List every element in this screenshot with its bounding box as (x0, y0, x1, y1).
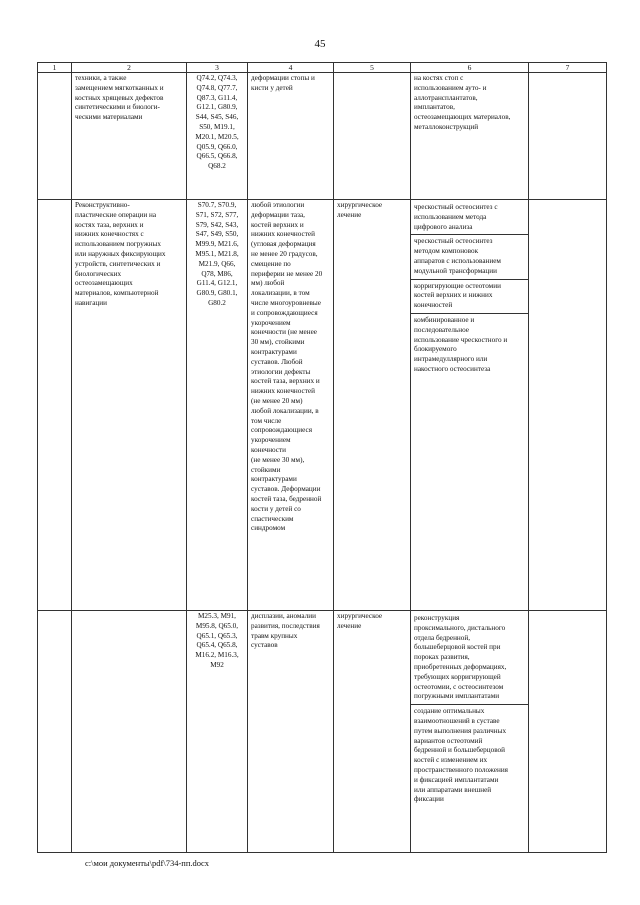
treatment-method-item (411, 704, 528, 807)
col-header-4: 4 (248, 63, 334, 73)
intervention-name: техники, а также замещением мягкотканных и костных хрящевых дефектов синтетическими и биологи- ческими материалами (75, 74, 164, 122)
icd-codes: S70.7, S70.9, S71, S72, S77, S79, S42, S43, S47, S49, S50, M99.9, M21.6, M95.1, M21.8, M21.9, Q66, Q78, M86, G11.4, G12.1, G80.9, G80.1, G80.2 (195, 201, 239, 307)
patient-model-cell (248, 73, 334, 200)
intervention-name-cell (72, 73, 187, 200)
cost-cell (529, 200, 607, 611)
icd-codes: Q74.2, Q74.3, Q74.8, Q77.7, Q87.3, G11.4, G12.1, G80.9, S44, S45, S46, S50, M19.1, M20.1, M20.5, Q05.9, Q66.0, Q66.5, Q66.8, Q68.2 (195, 74, 239, 171)
patient-model: любой этиологии деформации таза, костей верхних и нижних конечностей (угловая деформация не менее 20 градусов, смещение по периферии не менее 20 мм) любой локализации, в том числе многоуровневые и сопровождающиеся укорочением конечности (не менее 30 мм), стойкими контрактурами суставов. Любой этиологии дефекты костей таза, верхних и нижних конечностей (не менее 20 мм) любой локализации, в том числе сопровождающиеся укорочением конечности (не менее 30 мм), стойкими контрактурами суставов. Деформации костей таза, бедренной кости у детей со спастическим синдромом (251, 201, 323, 533)
table-row (38, 611, 607, 853)
treatment-method-item (411, 313, 528, 377)
treatment-kind-cell (334, 200, 411, 611)
table-row (38, 73, 607, 200)
treatment-method: комбинированное и последовательное использование чрескостного и блокируемого интрамедуллярного или накостного остеосинтеза (414, 315, 508, 373)
row-number-cell (38, 73, 72, 200)
treatment-table (37, 62, 607, 853)
col-header-3: 3 (187, 63, 248, 73)
icd-codes: M25.3, M91, M95.8, Q65.0, Q65.1, Q65.3, Q65.4, Q65.8, M16.2, M16.3, M92 (195, 612, 239, 669)
cost-cell (529, 611, 607, 853)
treatment-method-cell (411, 200, 529, 611)
treatment-kind-cell (334, 611, 411, 853)
treatment-kind-cell (334, 73, 411, 200)
treatment-method-item (411, 279, 528, 313)
intervention-name-cell (72, 200, 187, 611)
treatment-method: на костях стоп с использованием ауто- и аллотрансплантатов, имплантатов, остеозамещающих материалов, металлоконструкций (414, 74, 511, 131)
treatment-method-item (411, 234, 528, 278)
treatment-method: чрескостный остеосинтез методом компоновок аппаратов с использованием модульной трансформации (414, 237, 501, 275)
col-header-1: 1 (38, 63, 72, 73)
col-header-2: 2 (72, 63, 187, 73)
icd-codes-cell (187, 73, 248, 200)
row-number-cell (38, 611, 72, 853)
treatment-method-item (411, 201, 528, 234)
col-header-5: 5 (334, 63, 411, 73)
patient-model-cell (248, 200, 334, 611)
col-header-7: 7 (529, 63, 607, 73)
patient-model-cell (248, 611, 334, 853)
patient-model: дисплазии, аномалии развития, последствия травм крупных суставов (251, 612, 320, 650)
page-number: 45 (314, 38, 326, 50)
intervention-name: Реконструктивно- пластические операции на костях таза, верхних и нижних конечностях с использованием погружных или наружных фиксирующих устройств, синтетических и биологических остеозамещающих материалов, компьютерной навигации (75, 201, 166, 307)
table-row (38, 200, 607, 611)
cost-cell (529, 73, 607, 200)
icd-codes-cell (187, 611, 248, 853)
col-header-6: 6 (411, 63, 529, 73)
treatment-method: корригирующие остеотомии костей верхних и нижних конечностей (414, 281, 501, 310)
treatment-method: создание оптимальных взаимоотношений в суставе путем выполнения различных вариантов остеотомий бедренной и большеберцовой костей с изменением их пространственного положения и фиксацией имплантатами или аппаратами внешней фиксации (414, 707, 508, 804)
treatment-method: чрескостный остеосинтез с использованием метода цифрового анализа (414, 203, 498, 231)
treatment-method: реконструкция проксимального, дистального отдела бедренной, большеберцовой костей при пороках развития, приобретенных деформациях, требующих корригирующей остеотомии, с остеосинтезом погружными имплантатами (414, 614, 507, 701)
intervention-name-cell (72, 611, 187, 853)
patient-model: деформации стопы и кисти у детей (251, 74, 315, 92)
treatment-method-cell (411, 73, 529, 200)
treatment-method-item (411, 612, 528, 704)
icd-codes-cell (187, 200, 248, 611)
treatment-kind: хирургическое лечение (337, 201, 383, 219)
row-number-cell (38, 200, 72, 611)
treatment-kind: хирургическое лечение (337, 612, 383, 630)
treatment-method-cell (411, 611, 529, 853)
file-path-footer: c:\мои документы\pdf\734-пп.docx (85, 858, 210, 868)
column-number-header (38, 63, 607, 73)
